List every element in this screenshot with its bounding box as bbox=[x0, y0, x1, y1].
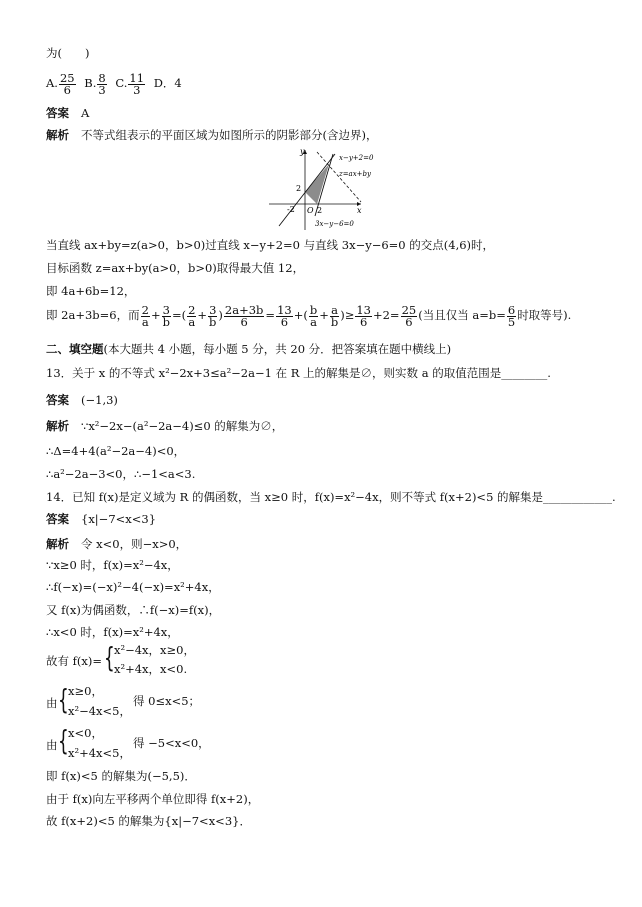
q13-analysis-2: ∴Δ=4+4(a²−2a−4)<0， bbox=[46, 444, 186, 458]
origin-label: O bbox=[307, 206, 314, 215]
q14-analysis-7: 由于 f(x)向左平移两个单位即得 f(x+2)， bbox=[46, 792, 260, 806]
option-d: D．4 bbox=[153, 76, 182, 90]
piecewise-row-1: x²−4x，x≥0， bbox=[114, 643, 195, 657]
q12-line-b: 目标函数 z=ax+by(a>0，b>0)取得最大值 12， bbox=[46, 261, 305, 275]
shaded-region bbox=[305, 164, 329, 204]
q14-stem: 14．已知 f(x)是定义域为 R 的偶函数，当 x≥0 时，f(x)=x²−4x，则不等式 f(x+2)<5 的解集是____________. bbox=[46, 490, 616, 504]
q14-analysis-2: ∵x≥0 时，f(x)=x²−4x， bbox=[46, 558, 179, 572]
section2-heading: 二、填空题(本大题共 4 小题，每小题 5 分，共 20 分．把答案填在题中横线上) bbox=[46, 342, 452, 356]
q14-analysis-5: ∴x<0 时，f(x)=x²+4x， bbox=[46, 625, 179, 639]
x-axis-label: x bbox=[357, 206, 362, 215]
q12-answer: 答案 A bbox=[46, 106, 90, 120]
piecewise-prefix: 故有 f(x)= bbox=[46, 654, 103, 668]
sys1-row-1: x≥0， bbox=[68, 684, 103, 698]
q12-line-a: 当直线 ax+by=z(a>0，b>0)过直线 x−y+2=0 与直线 3x−y−6=0 的交点(4,6)时， bbox=[46, 238, 495, 252]
q12-stem-end: 为( ) bbox=[46, 46, 90, 60]
sys2-brace: { bbox=[58, 724, 69, 757]
tick-x-2: 2 bbox=[317, 206, 323, 215]
tick-y-2: 2 bbox=[296, 184, 302, 193]
q12-line-d: 即 2a+3b=6，而 $\frac{2}{a}$ + $\frac{3}{b}$ =( $\frac{2}{a}$ + $\frac{3}{b}$ ) $\frac{2a+3b}{6}$ = $\frac{13}{6}$ +( $\frac{b}{a}$ + $\frac{a}{b}$ )≥ $\frac{13}{6}$ +2= $\frac{25}{6}$ (当且仅当 a=b= $\frac{6}{5}$ 时取等号). bbox=[46, 302, 572, 329]
q14-analysis-1: 解析 令 x<0，则−x>0， bbox=[46, 537, 188, 551]
line2-label: z=ax+by bbox=[339, 170, 371, 178]
q14-analysis-8: 故 f(x+2)<5 的解集为{x|−7<x<3}． bbox=[46, 814, 251, 828]
sys1-prefix: 由 bbox=[46, 696, 58, 710]
line-x-y-plus-2 bbox=[279, 154, 335, 226]
option-c: C. $\frac{11}{3}$ bbox=[115, 70, 145, 97]
sys1-row-2: x²−4x<5， bbox=[68, 704, 131, 718]
tick-x-minus-2: -2 bbox=[287, 205, 295, 214]
q14-analysis-6: 即 f(x)<5 的解集为(−5,5)． bbox=[46, 769, 196, 783]
option-a: A. $\frac{25}{6}$ bbox=[46, 70, 75, 97]
sys1-brace: { bbox=[58, 683, 69, 716]
q13-stem: 13．关于 x 的不等式 x²−2x+3≤a²−2a−1 在 R 上的解集是∅，则实数 a 的取值范围是________. bbox=[46, 366, 551, 380]
sys2-row-1: x<0， bbox=[68, 726, 103, 740]
q12-options bbox=[46, 72, 182, 96]
sys2-prefix: 由 bbox=[46, 738, 58, 752]
y-axis-label: y bbox=[300, 147, 305, 156]
q13-analysis-3: ∴a²−2a−3<0，∴−1<a<3. bbox=[46, 467, 196, 481]
line3-label: 3x−y−6=0 bbox=[315, 220, 354, 228]
option-b: B. $\frac{8}{3}$ bbox=[84, 70, 106, 97]
piecewise-row-2: x²+4x，x<0. bbox=[114, 662, 188, 676]
q14-analysis-4: 又 f(x)为偶函数，∴f(−x)=f(x)， bbox=[46, 603, 221, 617]
q12-analysis-intro: 解析 不等式组表示的平面区域为如图所示的阴影部分(含边界)， bbox=[46, 128, 378, 142]
q14-analysis-3: ∴f(−x)=(−x)²−4(−x)=x²+4x， bbox=[46, 580, 220, 594]
feasible-region-figure bbox=[265, 146, 395, 232]
q12-line-c: 即 4a+6b=12， bbox=[46, 284, 136, 298]
piecewise-brace: { bbox=[104, 641, 115, 674]
line1-label: x−y+2=0 bbox=[339, 154, 374, 162]
q13-answer: 答案 (−1,3) bbox=[46, 393, 118, 407]
sys1-result: 得 0≤x<5； bbox=[133, 694, 201, 708]
sys2-row-2: x²+4x<5， bbox=[68, 746, 131, 760]
sys2-result: 得 −5<x<0， bbox=[133, 736, 210, 750]
q13-analysis-1: 解析 ∵x²−2x−(a²−2a−4)≤0 的解集为∅， bbox=[46, 419, 284, 433]
q14-answer: 答案 {x|−7<x<3} bbox=[46, 512, 157, 526]
